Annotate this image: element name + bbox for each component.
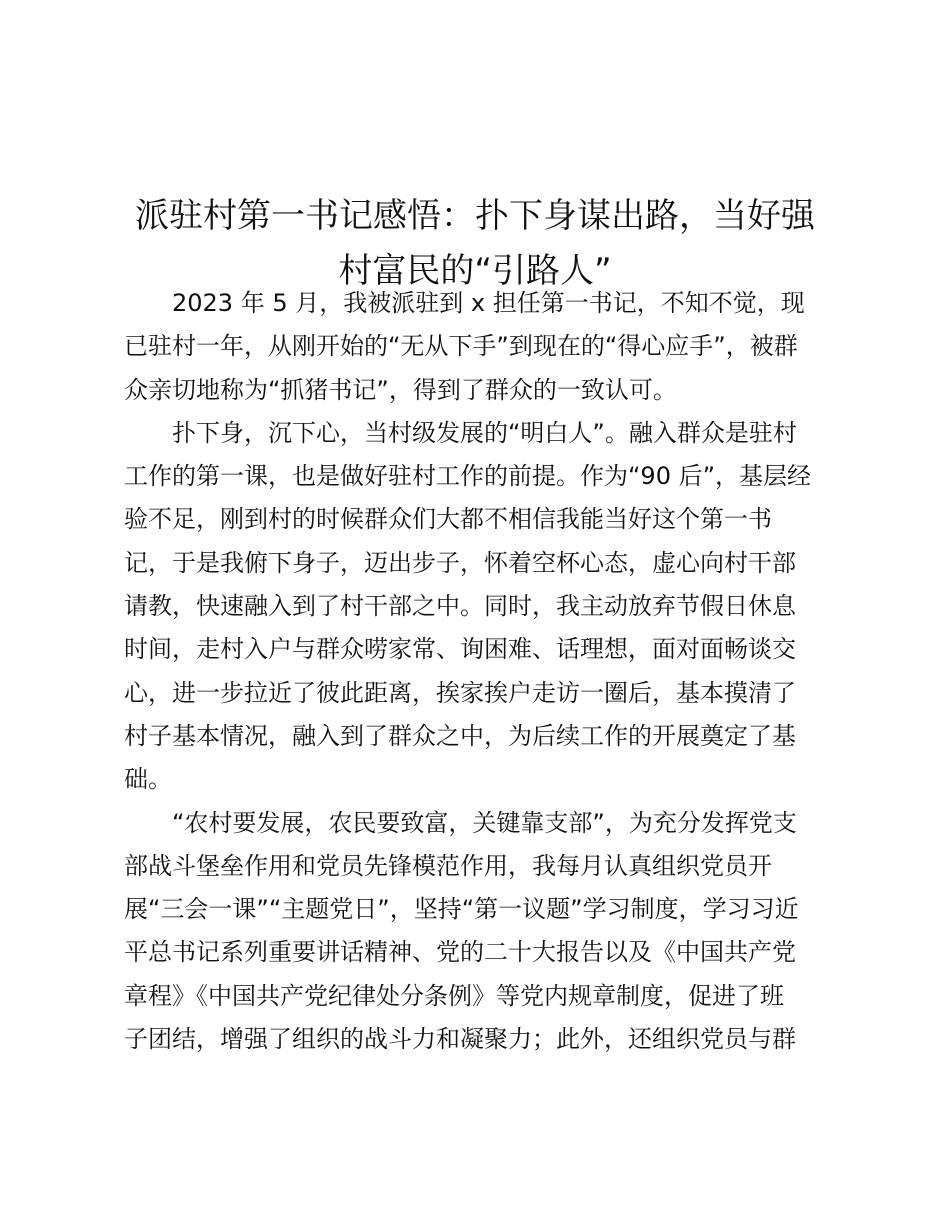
title-line: 派驻村第一书记感悟：扑下身谋出路，当好强 bbox=[135, 195, 815, 236]
paragraph-line: 子团结，增强了组织的战斗力和凝聚力；此外，还组织党员与群 bbox=[124, 1025, 796, 1054]
paragraph-line: 2023 年 5 月，我被派驻到 x 担任第一书记，不知不觉，现 bbox=[172, 289, 805, 317]
paragraph-line: 已驻村一年，从刚开始的“无从下手”到现在的“得心应手”，被群 bbox=[124, 332, 798, 361]
paragraph-line: 平总书记系列重要讲话精神、党的二十大报告以及《中国共产党 bbox=[124, 938, 796, 967]
paragraph-line: “农村要发展，农民要致富，关键靠支部”，为充分发挥党支 bbox=[172, 808, 797, 837]
paragraph-line: 础。 bbox=[124, 765, 172, 794]
paragraph-line: 章程》《中国共产党纪律处分条例》等党内规章制度，促进了班 bbox=[124, 981, 784, 1010]
paragraph-line: 扑下身，沉下心，当村级发展的“明白人”。融入群众是驻村 bbox=[172, 418, 797, 447]
paragraph-line: 工作的第一课，也是做好驻村工作的前提。作为“90 后”，基层经 bbox=[124, 462, 812, 491]
paragraph-line: 众亲切地称为“抓猪书记”，得到了群众的一致认可。 bbox=[124, 375, 677, 404]
paragraph-line: 请教，快速融入到了村干部之中。同时，我主动放弃节假日休息 bbox=[124, 592, 796, 621]
paragraph-line: 村子基本情况，融入到了群众之中，为后续工作的开展奠定了基 bbox=[124, 721, 796, 750]
paragraph-line: 验不足，刚到村的时候群众们大都不相信我能当好这个第一书 bbox=[124, 505, 772, 534]
paragraph-line: 心，进一步拉近了彼此距离，挨家挨户走访一圈后，基本摸清了 bbox=[124, 678, 796, 707]
paragraph-line: 时间，走村入户与群众唠家常、询困难、话理想，面对面畅谈交 bbox=[124, 635, 796, 664]
title-line: 村富民的“引路人” bbox=[338, 250, 612, 291]
paragraph-line: 部战斗堡垒作用和党员先锋模范作用，我每月认真组织党员开 bbox=[124, 851, 772, 880]
paragraph-line: 展“三会一课”“主题党日”，坚持“第一议题”学习制度，学习习近 bbox=[124, 895, 799, 924]
article-body bbox=[124, 282, 832, 1061]
paragraph-line: 记，于是我俯下身子，迈出步子，怀着空杯心态，虚心向村干部 bbox=[124, 548, 796, 577]
